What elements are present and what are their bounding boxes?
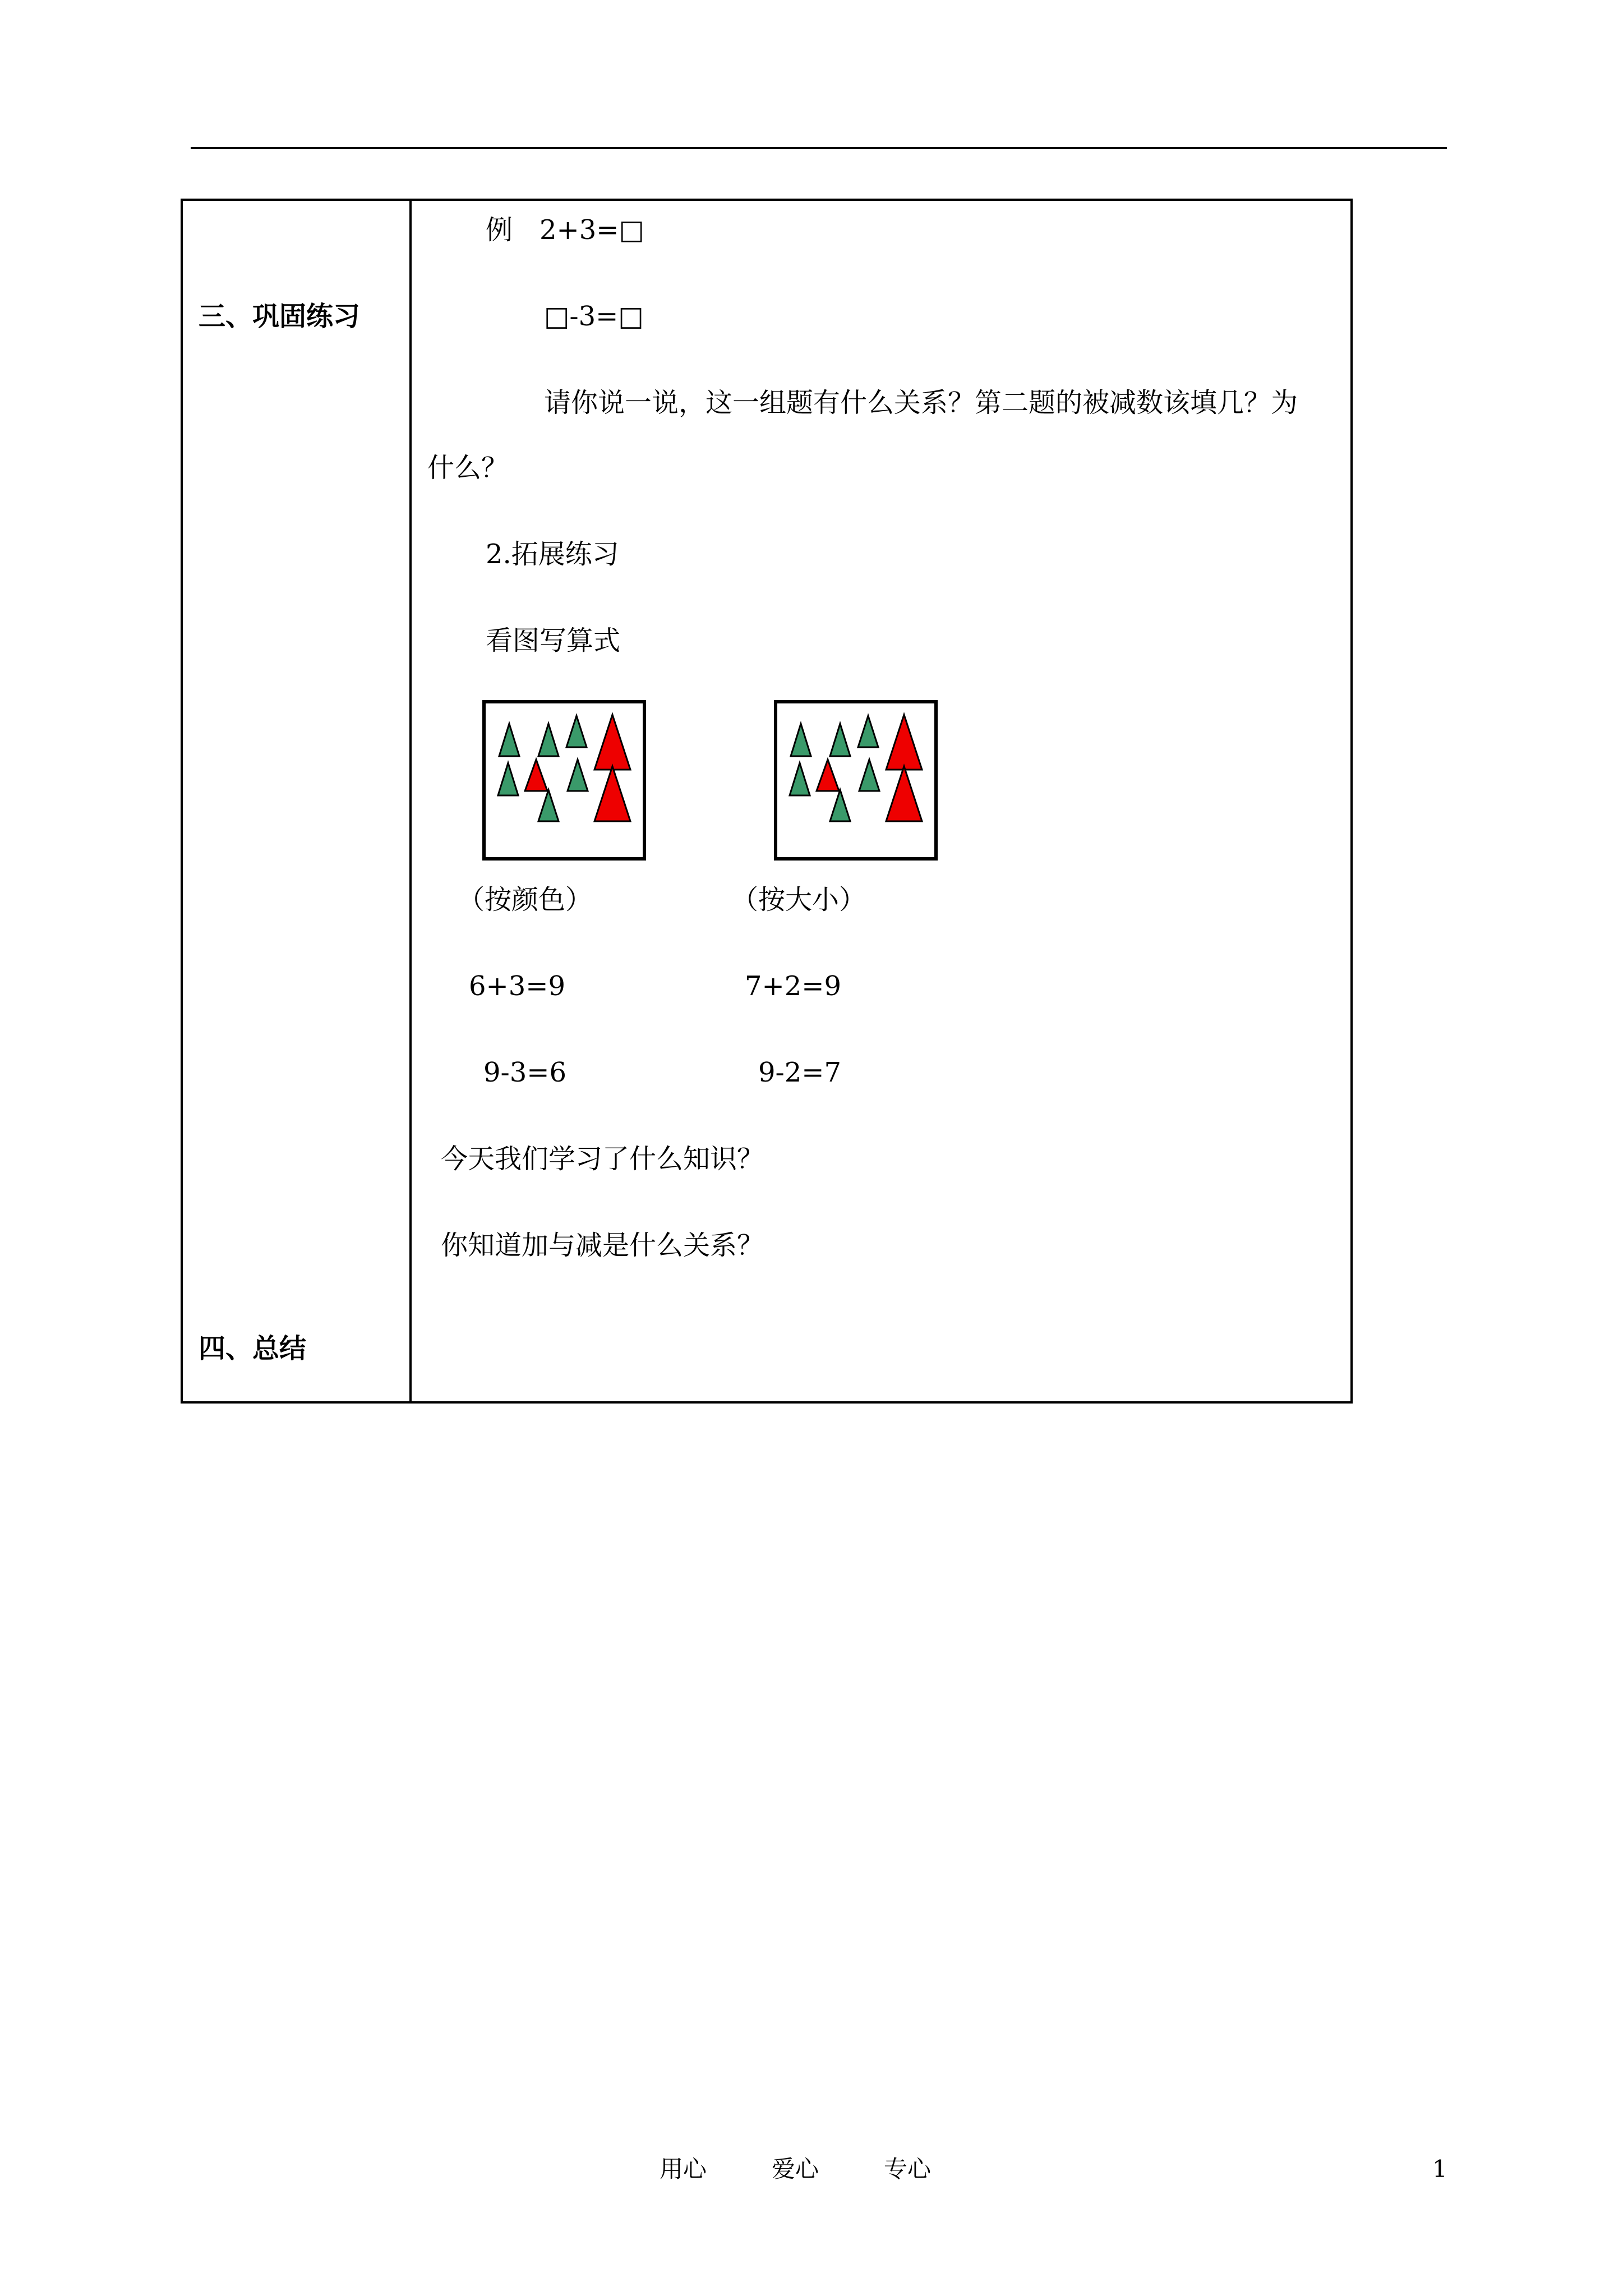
summary-question-1: 今天我们学习了什么知识？ <box>441 1143 764 1175</box>
page-number: 1 <box>1432 2155 1447 2183</box>
section-label-summary: 四、总结 <box>199 1333 307 1364</box>
lesson-table <box>181 199 1353 1404</box>
size-equation-subtract: 9-2=7 <box>758 1057 842 1088</box>
footer-word-2: 爱心 <box>772 2155 819 2183</box>
header-rule <box>191 147 1447 149</box>
figure-caption-color: （按颜色） <box>458 884 593 915</box>
footer-word-1: 用心 <box>660 2155 707 2183</box>
column-divider <box>409 201 412 1401</box>
color-equation-subtract: 9-3=6 <box>483 1057 567 1088</box>
example-equation-2: □-3=□ <box>544 301 644 332</box>
figure-caption-size: （按大小） <box>731 884 866 915</box>
triangle-figure-by-color <box>482 700 646 861</box>
question-line-1: 请你说一说，这一组题有什么关系？第二题的被减数该填几？为 <box>544 387 1298 418</box>
summary-question-2: 你知道加与减是什么关系？ <box>441 1230 764 1261</box>
footer-word-3: 专心 <box>884 2155 932 2183</box>
question-line-2: 什么？ <box>427 452 509 484</box>
color-equation-add: 6+3=9 <box>469 970 566 1002</box>
extension-heading: 2.拓展练习 <box>486 539 619 570</box>
triangle-figure-by-size <box>774 700 938 861</box>
look-write-instruction: 看图写算式 <box>486 625 621 656</box>
example-equation-1: 例 2+3=□ <box>486 214 644 246</box>
size-equation-add: 7+2=9 <box>745 970 842 1002</box>
section-label-practice: 三、巩固练习 <box>199 301 361 332</box>
